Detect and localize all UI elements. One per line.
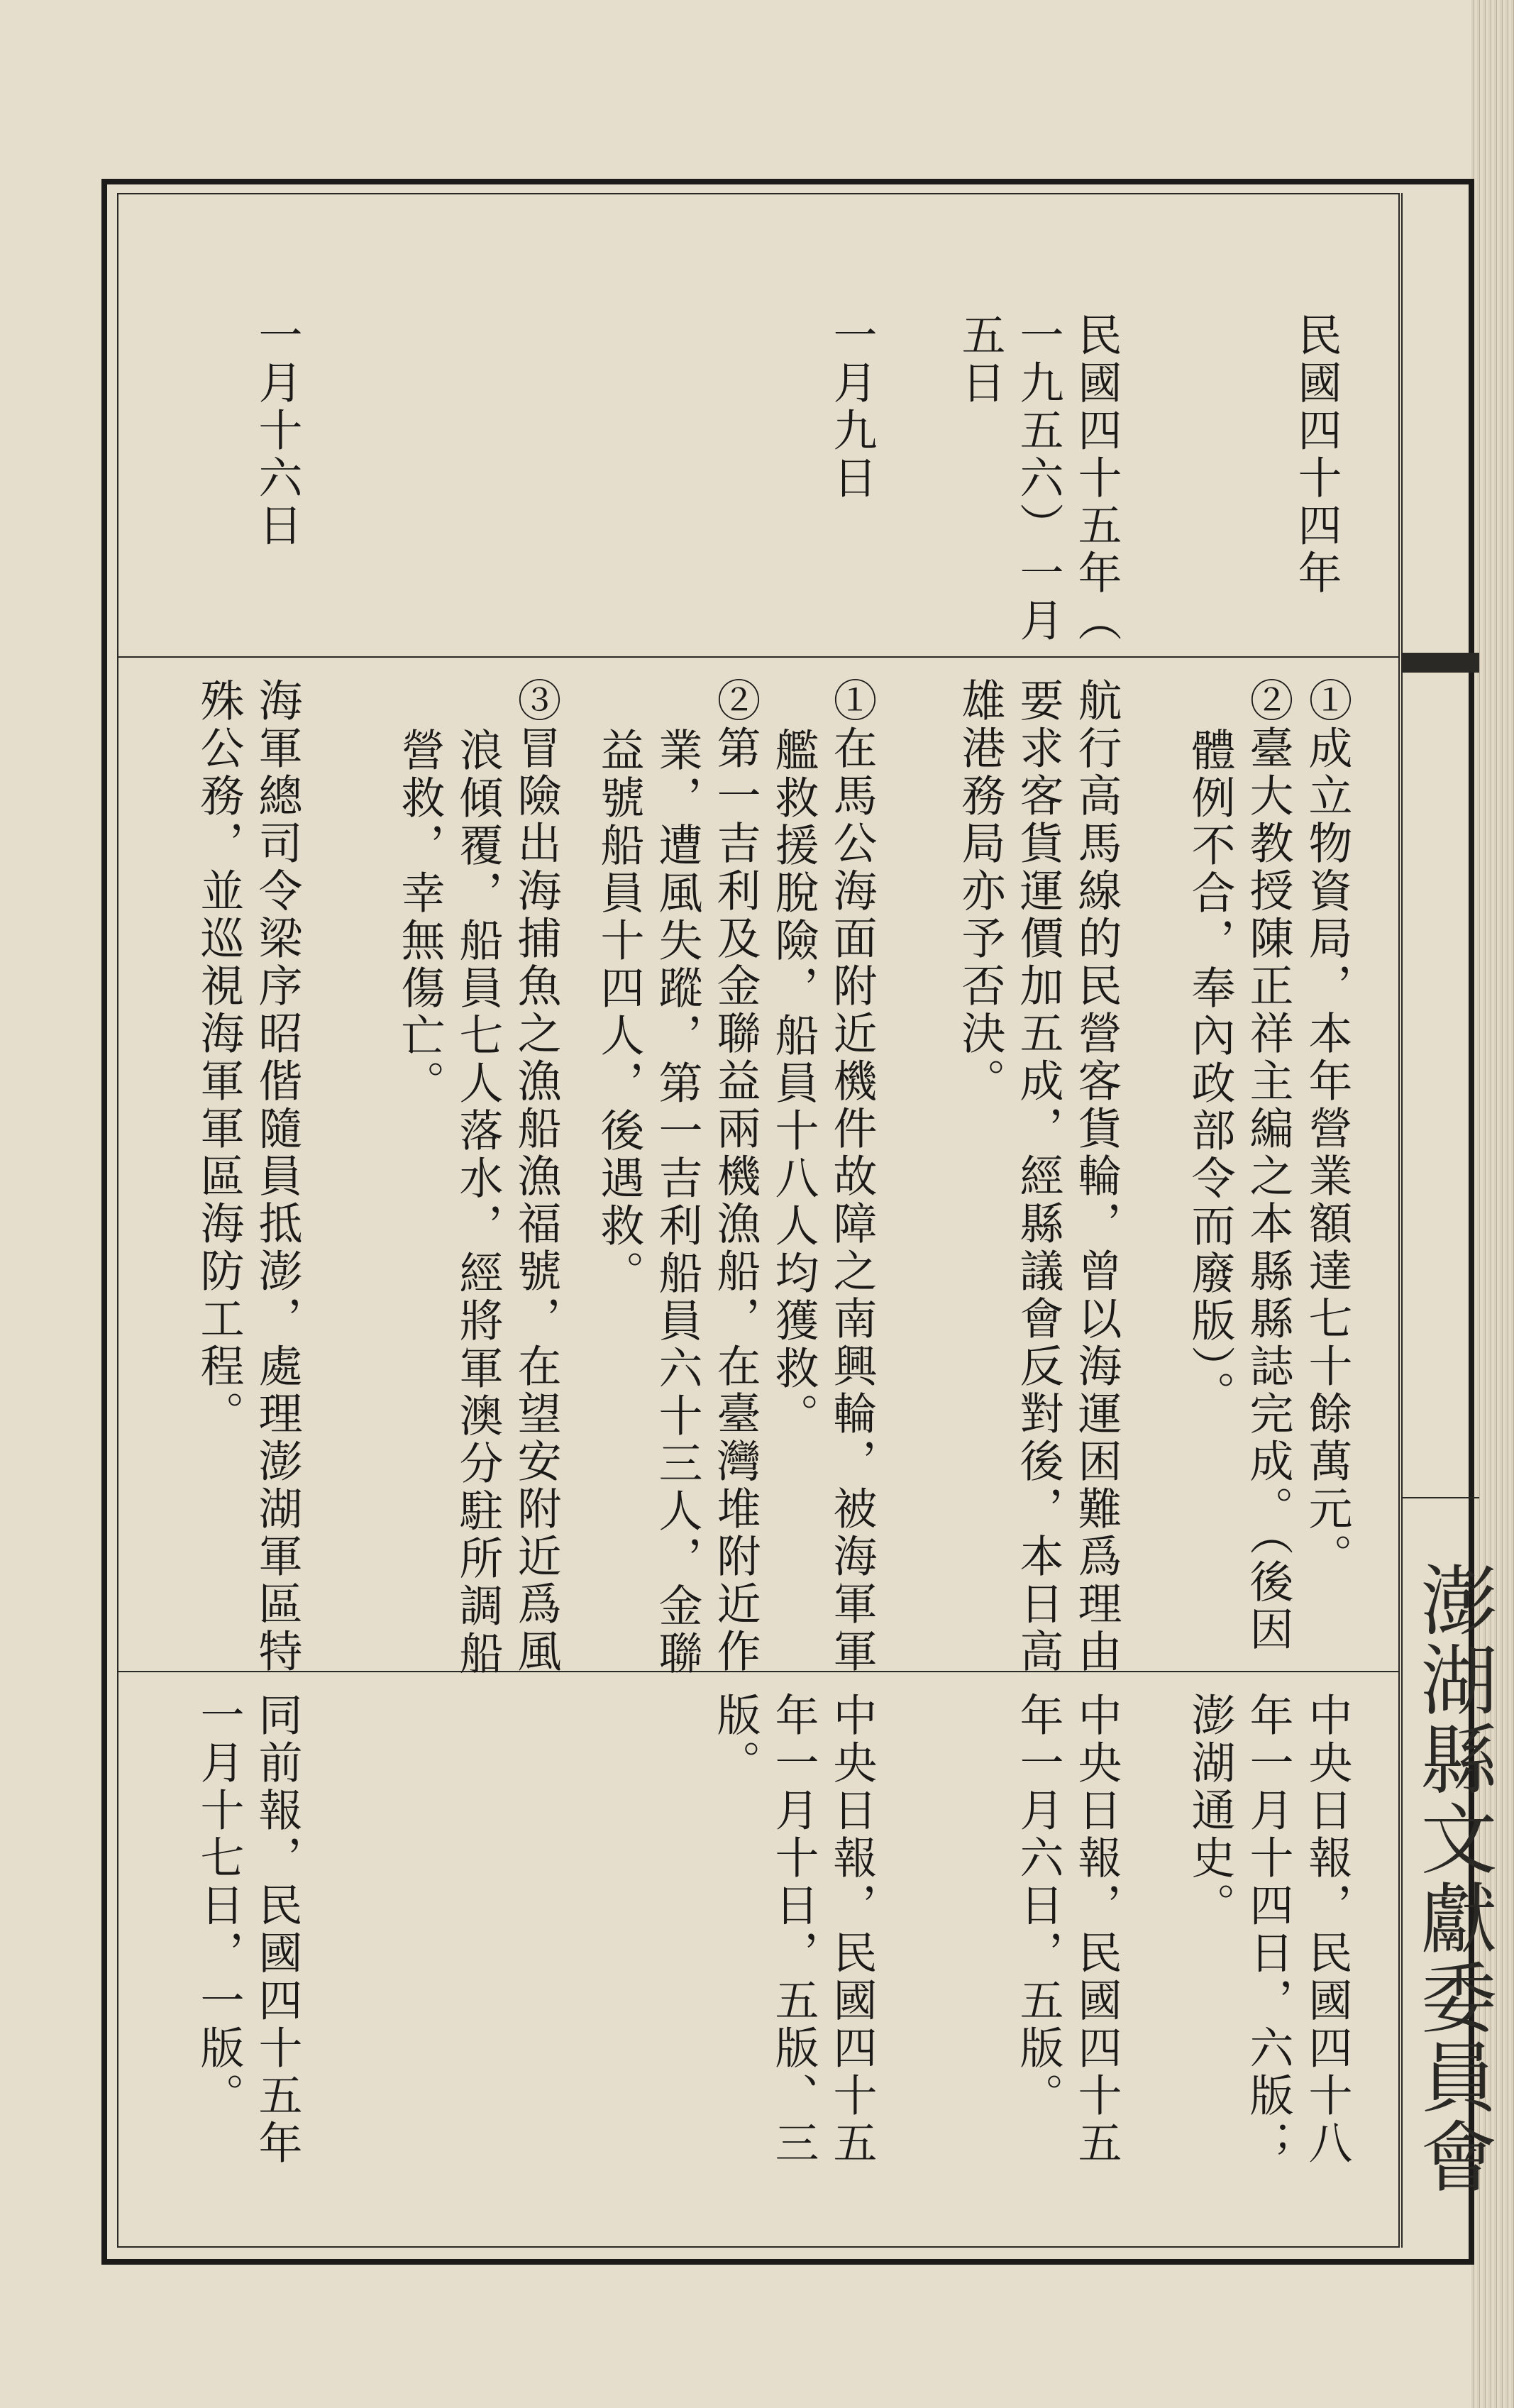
date-4: 一月十六日 [251, 312, 303, 550]
side-title: 澎湖縣文獻委員會 [1408, 1561, 1496, 2197]
date-3: 一月九日 [826, 312, 878, 502]
event-3a: ①在馬公海面附近機件故障之南興輪，被海軍軍 [826, 678, 878, 1676]
divider-date-events [117, 656, 1400, 658]
date-2c: 五日 [954, 312, 1006, 407]
event-3d: 業，遭風失蹤，第一吉利船員六十三人，金聯 [651, 727, 703, 1678]
event-3f: ③冒險出海捕魚之漁船漁福號，在望安附近爲風 [510, 678, 562, 1676]
event-3e: 益號船員十四人，後遇救。 [593, 727, 645, 1298]
source-1b: 年一月十四日，六版； [1242, 1692, 1294, 2167]
source-3c: 版。 [709, 1692, 761, 1787]
source-3a: 中央日報，民國四十五 [826, 1692, 878, 2167]
source-2a: 中央日報，民國四十五 [1071, 1692, 1122, 2167]
date-1: 民國四十四年 [1291, 312, 1342, 597]
date-2b: 一九五六）一月 [1012, 312, 1064, 645]
date-2a: 民國四十五年（ [1071, 312, 1122, 645]
source-4a: 同前報，民國四十五年 [251, 1692, 303, 2167]
event-3h: 營救，幸無傷亡。 [394, 727, 446, 1108]
event-1c: 體例不合，奉內政部令而廢版）。 [1184, 727, 1236, 1418]
right-rule [1401, 193, 1403, 2248]
source-2b: 年一月六日，五版。 [1012, 1692, 1064, 2120]
event-2c: 雄港務局亦予否決。 [954, 678, 1006, 1105]
side-tab-line [1401, 1497, 1479, 1498]
event-2a: 航行高馬線的民營客貨輪，曾以海運困難爲理由 [1071, 678, 1122, 1676]
event-2b: 要求客貨運價加五成，經縣議會反對後，本日高 [1012, 678, 1064, 1676]
event-3g: 浪傾覆，船員七人落水，經將軍澳分駐所調船 [452, 727, 504, 1678]
event-4a: 海軍總司令梁序昭偕隨員抵澎，處理澎湖軍區特 [251, 678, 303, 1676]
event-1a: ①成立物資局，本年營業額達七十餘萬元。 [1301, 678, 1353, 1581]
source-4b: 一月十七日，一版。 [193, 1692, 245, 2120]
event-4b: 殊公務，並巡視海軍軍區海防工程。 [193, 678, 245, 1438]
source-3b: 年一月十日，五版、三 [768, 1692, 819, 2167]
event-3b: 艦救援脫險，船員十八人均獲救。 [768, 727, 819, 1440]
source-1c: 澎湖通史。 [1184, 1692, 1236, 1930]
source-1a: 中央日報，民國四十八 [1301, 1692, 1353, 2167]
event-1b: ②臺大教授陳正祥主編之本縣縣誌完成。（後因 [1242, 678, 1294, 1654]
event-3c: ②第一吉利及金聯益兩機漁船，在臺灣堆附近作 [709, 678, 761, 1676]
